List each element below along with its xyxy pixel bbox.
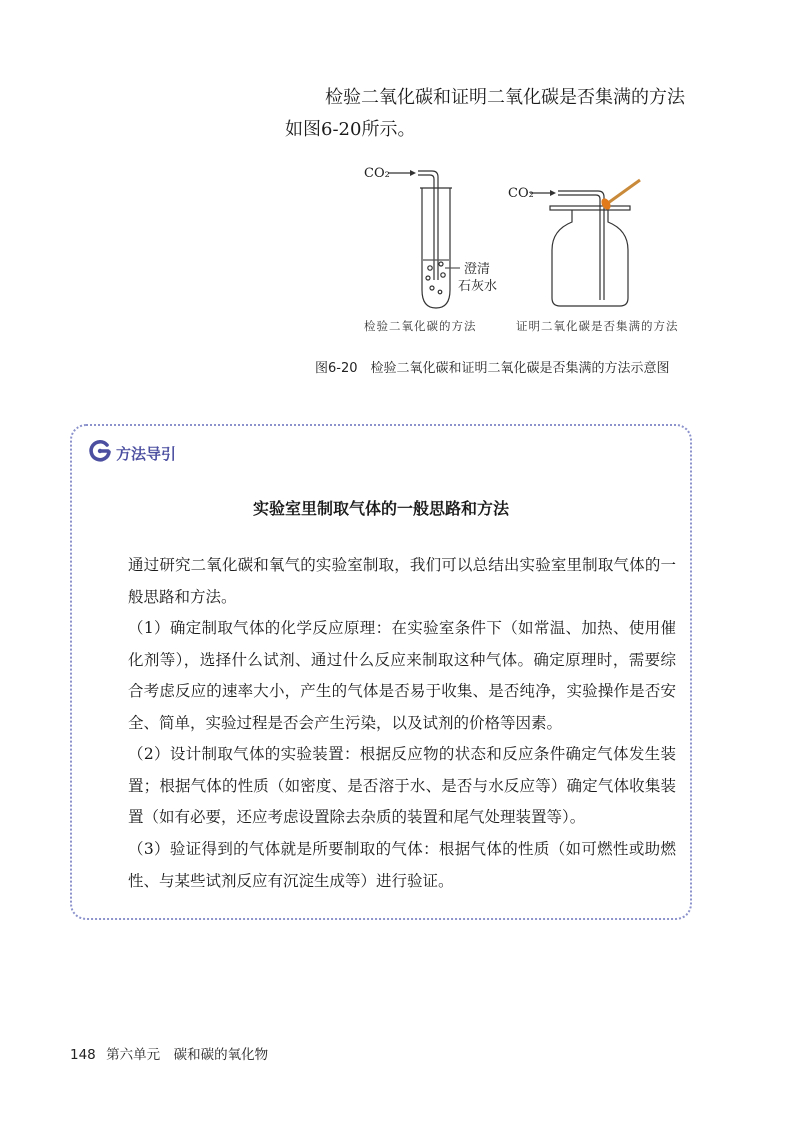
intro-paragraph: [285, 82, 715, 146]
limewater-label-2: 石灰水: [458, 279, 498, 294]
intro-line-1: 检验二氧化碳和证明二氧化碳是否集满的方法: [325, 87, 685, 108]
co2-label-right: CO₂: [508, 186, 534, 201]
intro-line-2: 如图6-20所示。: [285, 119, 416, 140]
figure-6-20: [340, 160, 710, 340]
method-guide-icon: [88, 439, 112, 467]
page-footer: [70, 1043, 268, 1063]
test-tube-apparatus: [388, 170, 460, 308]
paragraph-step-1: （1）确定制取气体的化学反应原理：在实验室条件下（如常温、加热、使用催化剂等），选择什么试剂、通过什么反应来制取这种气体。确定原理时，需要综合考虑反应的速率大小，产生的气体是否易于收集、是否纯净，实验操作是否安全、简单，实验过程是否会产生污染，以及试剂的价格等因素。: [128, 619, 676, 732]
method-guide-title: 实验室里制取气体的一般思路和方法: [252, 499, 509, 518]
paragraph-step-3: （3）验证得到的气体就是所要制取的气体：根据气体的性质（如可燃性或助燃性、与某些试剂反应有沉淀生成等）进行验证。: [128, 840, 676, 890]
paragraph-intro: 通过研究二氧化碳和氧气的实验室制取，我们可以总结出实验室里制取气体的一般思路和方法。: [128, 556, 676, 606]
paragraph-step-2: （2）设计制取气体的实验装置：根据反应物的状态和反应条件确定气体发生装置；根据气体的性质（如密度、是否溶于水、是否与水反应等）确定气体收集装置（如有必要，还应考虑设置除去杂质的装置和尾气处理装置等）。: [128, 745, 676, 826]
method-guide-label: 方法导引: [116, 444, 177, 463]
sub-caption-left: 检验二氧化碳的方法: [364, 319, 477, 333]
figure-caption: 图6-20 检验二氧化碳和证明二氧化碳是否集满的方法示意图: [315, 361, 670, 376]
unit-title: 第六单元 碳和碳的氧化物: [106, 1047, 269, 1063]
limewater-label-1: 澄清: [464, 262, 491, 277]
co2-label-left: CO₂: [364, 166, 390, 181]
method-guide-box: [70, 424, 692, 920]
page-number: 148: [70, 1047, 96, 1063]
sub-caption-right: 证明二氧化碳是否集满的方法: [516, 319, 679, 333]
method-guide-header: [88, 440, 176, 466]
gas-bottle-apparatus: [530, 180, 640, 306]
